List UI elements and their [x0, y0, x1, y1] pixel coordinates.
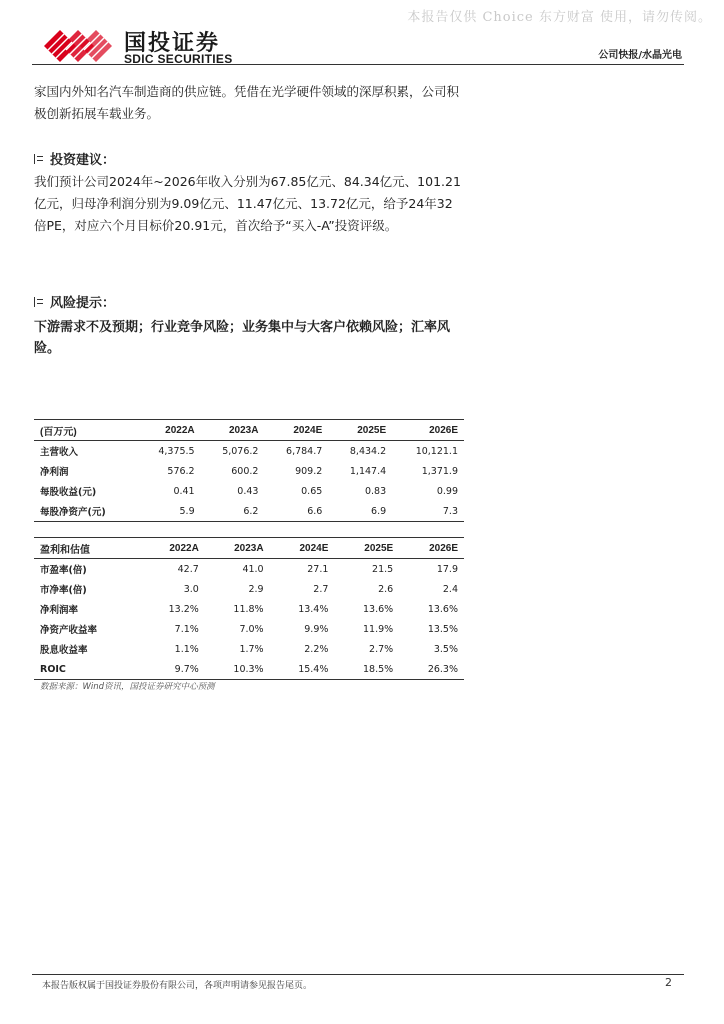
table-cell: 41.0: [242, 563, 264, 575]
table-cell: 0.65: [301, 485, 323, 497]
table-cell: 600.2: [231, 465, 259, 477]
table-header-cell: 盈利和估值: [40, 544, 90, 556]
table-cell: 1,371.9: [421, 465, 458, 477]
table-cell: 7.3: [442, 505, 458, 517]
table-cell: 9.7%: [174, 663, 199, 675]
table-header-row: [34, 420, 464, 441]
table-header-row: [34, 538, 464, 559]
list-icon: [34, 154, 44, 164]
table-row: [34, 461, 464, 481]
table-cell: 4,375.5: [158, 445, 195, 457]
investment-title-text: 投资建议：: [50, 153, 116, 168]
table-cell: 26.3%: [427, 663, 458, 675]
table-cell: 净资产收益率: [40, 625, 98, 636]
table-header-cell: 2023A: [228, 424, 259, 436]
table-cell: 42.7: [177, 563, 199, 575]
logo-name-en: SDIC SECURITIES: [124, 52, 233, 66]
table-cell: 1,147.4: [349, 465, 387, 477]
watermark: 本报告仅供 Choice 东方财富 使用，请勿传阅。: [407, 10, 712, 25]
footer-disclaimer: 本报告版权属于国投证券股份有限公司，各项声明请参见报告尾页。: [42, 981, 313, 991]
table-cell: 21.5: [372, 563, 394, 575]
table-cell: 市盈率(倍): [40, 565, 87, 576]
intro-paragraph: 家国内外知名汽车制造商的供应链。凭借在光学硬件领域的深厚积累，公司积极创新拓展车载业务。: [34, 84, 460, 121]
table-header-cell: 2024E: [299, 542, 329, 554]
table-cell: 6.2: [243, 505, 259, 517]
table-cell: 13.2%: [168, 603, 199, 615]
footer-divider: [32, 974, 684, 975]
table-cell: 0.41: [173, 485, 195, 497]
table-cell: 10,121.1: [415, 445, 458, 457]
risk-title-text: 风险提示：: [50, 296, 116, 311]
risk-paragraph: 下游需求不及预期；行业竞争风险；业务集中与大客户依赖风险；汇率风险。: [34, 320, 451, 356]
table-cell: 主营收入: [40, 447, 79, 458]
table-header-cell: (百万元): [40, 426, 77, 438]
table-cell: 7.0%: [239, 623, 264, 635]
table-cell: 6.6: [307, 505, 323, 517]
table-row: [34, 639, 464, 659]
investment-paragraph: 我们预计公司2024年~2026年收入分别为67.85亿元、84.34亿元、101.21亿元，归母净利润分别为9.09亿元、11.47亿元、13.72亿元，给予24年32倍PE，对应六个月目标价20.91元，首次给予“买入-A”投资评级。: [34, 174, 461, 233]
table-cell: 市净率(倍): [40, 585, 87, 596]
table-cell: 18.5%: [363, 663, 394, 675]
table-header-cell: 2022A: [169, 542, 199, 554]
table-cell: 2.9: [248, 583, 264, 595]
table-cell: 6.9: [371, 505, 387, 517]
risk-section-title: [34, 292, 115, 311]
table-cell: 5.9: [179, 505, 195, 517]
table-header-cell: 2024E: [293, 424, 323, 436]
table-cell: 每股收益(元): [40, 487, 97, 498]
table-cell: 1.1%: [174, 643, 199, 655]
table-row: [34, 619, 464, 639]
table-row: [34, 599, 464, 619]
table-cell: 2.7: [313, 583, 329, 595]
table-cell: 13.5%: [427, 623, 458, 635]
table-cell: 0.99: [436, 485, 458, 497]
logo-diamond-icon: [40, 26, 120, 66]
table-header-cell: 2025E: [357, 424, 387, 436]
table-cell: 6,784.7: [286, 445, 323, 457]
table-cell: 576.2: [167, 465, 195, 477]
logo-name-cn: 国投证券: [124, 31, 221, 56]
table-cell: 0.83: [364, 485, 387, 497]
table-row: [34, 481, 464, 501]
table-row: [34, 501, 464, 522]
table-header-cell: 2026E: [429, 542, 458, 554]
table-cell: 15.4%: [298, 663, 329, 675]
table-cell: 11.8%: [233, 603, 264, 615]
table-row: [34, 441, 464, 462]
table-cell: 2.2%: [304, 643, 329, 655]
table-cell: 11.9%: [363, 623, 394, 635]
report-type: 公司快报/水晶光电: [598, 50, 682, 61]
investment-section-title: [34, 149, 115, 168]
table-cell: 909.2: [295, 465, 323, 477]
table-header-cell: 2023A: [234, 542, 264, 554]
valuation-table: [34, 537, 464, 680]
table-header-cell: 2022A: [165, 424, 195, 436]
table-cell: 1.7%: [239, 643, 264, 655]
table-cell: 净利润: [40, 467, 69, 478]
company-logo: [40, 26, 240, 66]
table-cell: 2.6: [378, 583, 394, 595]
table-cell: ROIC: [40, 663, 66, 675]
financial-table: [34, 419, 464, 522]
table-cell: 每股净资产(元): [40, 507, 106, 518]
table-cell: 13.6%: [363, 603, 394, 615]
table-header-cell: 2025E: [364, 542, 394, 554]
table-cell: 0.43: [237, 485, 259, 497]
table-cell: 5,076.2: [222, 445, 259, 457]
table-cell: 净利润率: [40, 605, 79, 616]
table-cell: 8,434.2: [349, 445, 387, 457]
table-cell: 2.7%: [369, 643, 394, 655]
table-cell: 3.0: [183, 583, 199, 595]
table-cell: 股息收益率: [40, 645, 88, 656]
table-cell: 13.6%: [427, 603, 458, 615]
data-source-note: 数据来源：Wind资讯，国投证券研究中心预测: [40, 682, 215, 692]
table-row: [34, 559, 464, 580]
header-divider: [32, 64, 684, 65]
table-cell: 2.4: [442, 583, 458, 595]
table-cell: 7.1%: [174, 623, 199, 635]
table-cell: 10.3%: [233, 663, 264, 675]
list-icon: [34, 297, 44, 307]
table-row: [34, 659, 464, 680]
table-cell: 17.9: [436, 563, 458, 575]
table-cell: 9.9%: [304, 623, 329, 635]
table-cell: 13.4%: [298, 603, 329, 615]
table-row: [34, 579, 464, 599]
table-cell: 27.1: [307, 563, 329, 575]
page-number: 2: [665, 976, 672, 989]
table-header-cell: 2026E: [429, 424, 458, 436]
table-cell: 3.5%: [433, 643, 458, 655]
